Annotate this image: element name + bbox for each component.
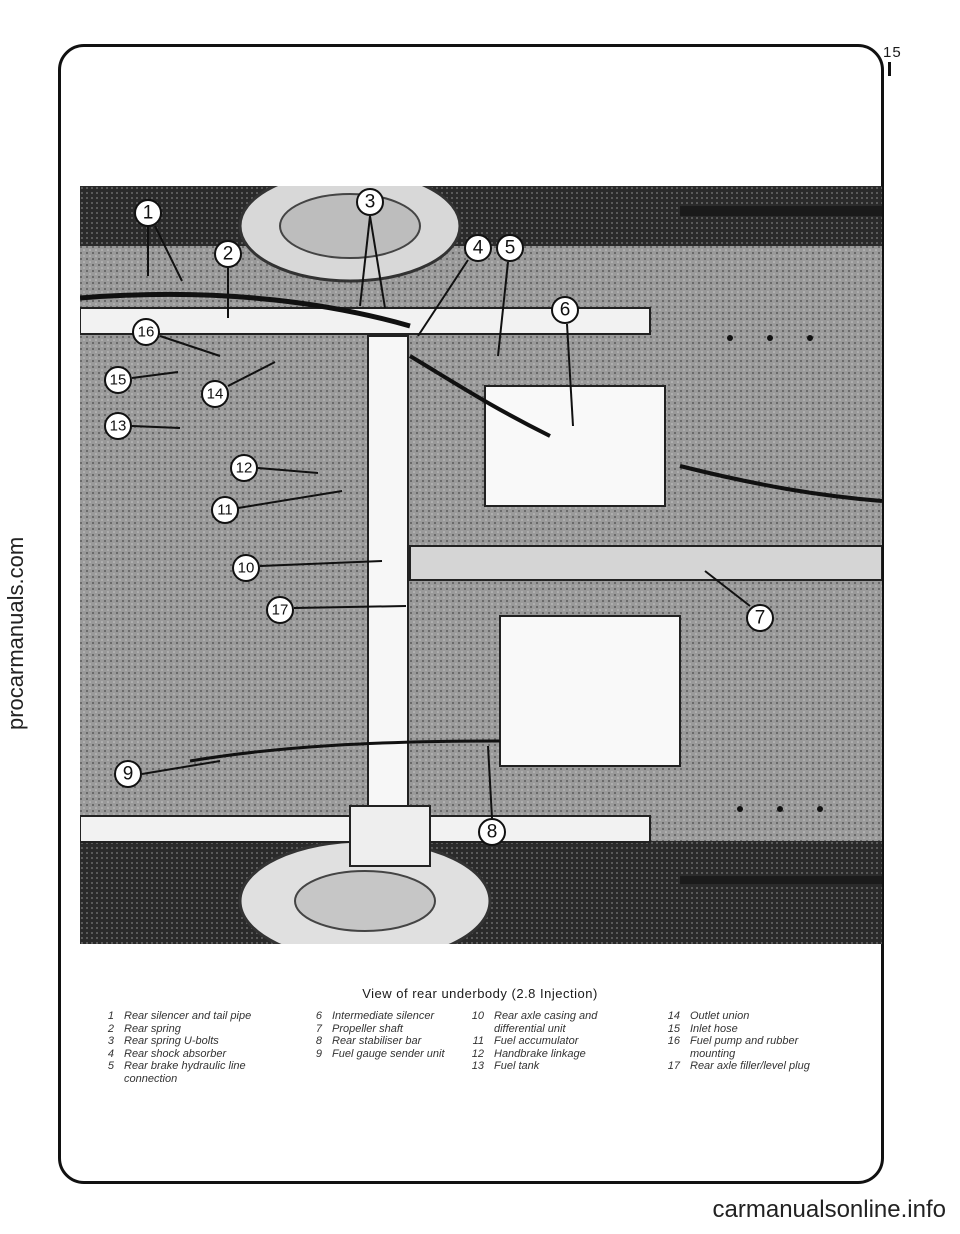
legend-item: 11 Fuel accumulator	[472, 1035, 579, 1047]
callout-6-label: 6	[559, 299, 571, 321]
callout-2-label: 2	[222, 243, 234, 265]
underbody-illustration	[80, 186, 882, 944]
propeller-shaft	[410, 546, 882, 580]
callout-4-label: 4	[472, 237, 484, 259]
callout-16-label: 16	[137, 323, 155, 341]
callout-7-label: 7	[754, 607, 766, 629]
page-number-tick	[888, 62, 891, 76]
legend-item: 3 Rear spring U-bolts	[107, 1035, 219, 1047]
legend-item: 5 Rear brake hydraulic line	[107, 1060, 246, 1072]
legend-item: 6 Intermediate silencer	[315, 1010, 435, 1022]
legend-item: mounting	[690, 1047, 736, 1060]
callout-5-label: 5	[504, 237, 516, 259]
legend-item: 13 Fuel tank	[471, 1060, 540, 1072]
watermark-left: procarmanuals.com	[3, 536, 28, 730]
legend-item: 12 Handbrake linkage	[471, 1047, 586, 1060]
legend-item: connection	[124, 1072, 178, 1085]
callout-12-label: 12	[235, 459, 253, 477]
legend-item: 4 Rear shock absorber	[107, 1047, 227, 1060]
legend-column-3	[462, 1010, 597, 1073]
underbody-photo	[80, 186, 882, 944]
legend-item: 2 Rear spring	[107, 1022, 181, 1035]
legend-item: 9 Fuel gauge sender unit	[315, 1047, 445, 1060]
callout-15-label: 15	[109, 371, 127, 389]
callout-10-label: 10	[237, 559, 255, 577]
legend-item: 7 Propeller shaft	[315, 1022, 403, 1035]
callout-13-label: 13	[109, 417, 127, 435]
callout-3-label: 3	[364, 191, 376, 213]
legend-item: 1 Rear silencer and tail pipe	[107, 1010, 252, 1022]
callout-8-label: 8	[486, 821, 498, 843]
callout-17-label: 17	[271, 601, 289, 619]
callout-1-label: 1	[142, 202, 154, 224]
watermark-bottom: carmanualsonline.info	[712, 1196, 946, 1223]
callout-14-label: 14	[206, 385, 224, 403]
legend-item: 10 Rear axle casing and	[471, 1010, 598, 1022]
legend-column-2	[300, 1010, 445, 1060]
intermediate-silencer	[485, 386, 665, 506]
page-number: 15	[883, 44, 902, 61]
legend-item: 8 Rear stabiliser bar	[315, 1035, 422, 1047]
legend-item: 16 Fuel pump and rubber	[667, 1035, 799, 1047]
legend-item: 17 Rear axle filler/level plug	[667, 1060, 810, 1072]
legend-column-1	[92, 1010, 251, 1085]
figure-caption: View of rear underbody (2.8 Injection)	[362, 986, 598, 1001]
legend-item: differential unit	[494, 1022, 566, 1035]
legend-column-4	[658, 1010, 810, 1073]
legend-item: 14 Outlet union	[667, 1010, 750, 1022]
legend-item: 15 Inlet hose	[667, 1022, 738, 1035]
rear-axle-casing	[368, 336, 408, 856]
callout-9-label: 9	[122, 763, 134, 785]
callout-11-label: 11	[217, 501, 233, 519]
fuel-accumulator-block	[500, 616, 680, 766]
